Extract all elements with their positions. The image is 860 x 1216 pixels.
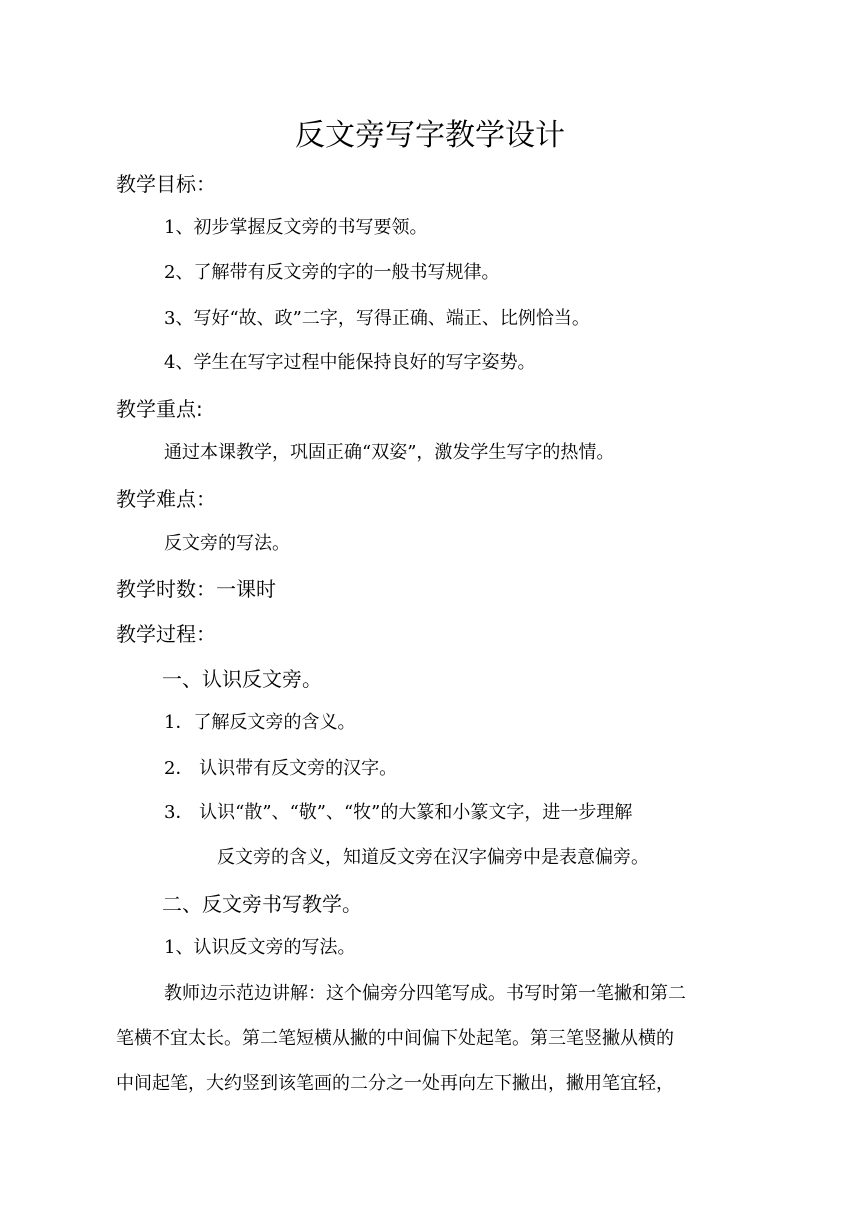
difficulty-text: 反文旁的写法。 [164,533,290,554]
page-title: 反文旁写字教学设计 [295,118,565,153]
section-2-heading: 二、反文旁书写教学。 [162,892,362,916]
objectives-heading: 教学目标： [116,172,216,196]
section-2-step-1: 1、认识反文旁的写法。 [164,937,356,958]
section-2-paragraph-line-1: 教师边示范边讲解：这个偏旁分四笔写成。书写时第一笔撇和第二 [164,983,686,1004]
objective-item-1: 1、初步掌握反文旁的书写要领。 [164,217,428,238]
section-1-item-3: 3． 认识“散”、“敬”、“牧”的大篆和小篆文字，进一步理解 [164,802,633,823]
section-1-item-1: 1．了解反文旁的含义。 [164,712,356,733]
objective-item-4: 4、学生在写字过程中能保持良好的写字姿势。 [164,352,536,373]
section-2-paragraph-line-3: 中间起笔，大约竖到该笔画的二分之一处再向左下撇出，撇用笔宜轻， [116,1073,674,1094]
section-2-paragraph-line-2: 笔横不宜太长。第二笔短横从撇的中间偏下处起笔。第三笔竖撇从横的 [116,1028,674,1049]
key-point-text: 通过本课教学，巩固正确“双姿”，激发学生写字的热情。 [164,442,615,463]
objective-item-3: 3、写好“故、政”二字，写得正确、端正、比例恰当。 [164,308,590,329]
hours-heading: 教学时数：一课时 [116,577,276,601]
objective-item-2: 2、了解带有反文旁的字的一般书写规律。 [164,262,500,283]
section-1-item-3-continued: 反文旁的含义，知道反文旁在汉字偏旁中是表意偏旁。 [217,847,649,868]
difficulty-heading: 教学难点： [116,487,216,511]
process-heading: 教学过程： [116,622,216,646]
key-point-heading: 教学重点: [116,397,203,421]
section-1-item-2: 2． 认识带有反文旁的汉字。 [164,758,398,779]
section-1-heading: 一、认识反文旁。 [162,667,322,691]
